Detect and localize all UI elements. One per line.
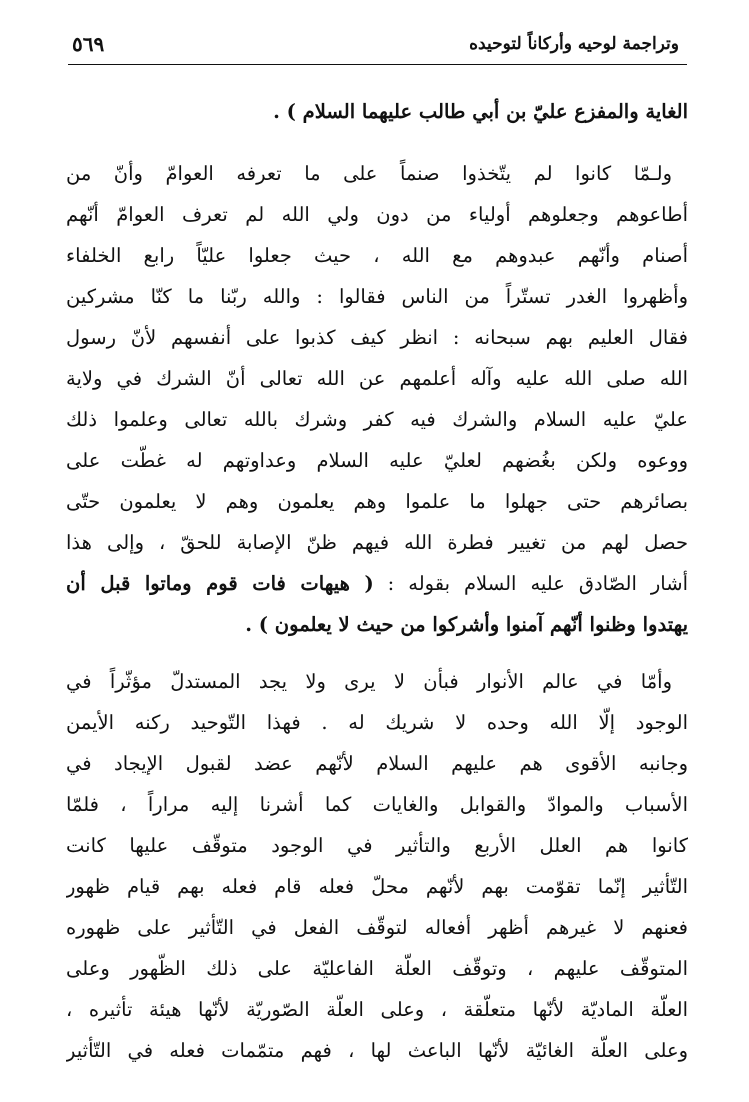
text-line: حصل لهم من تغيير فطرة الله فيهم ظنّ الإصابة للحقّ ، وإلى هذا	[66, 531, 688, 554]
text-line: التّأثير إنّما تقوّمت بهم لأنّهم محلّ فعله قام فعله بهم قيام ظهور	[66, 875, 688, 898]
text-line: كانوا هم العلل الأربع والتأثير في الوجود متوقّف عليها كانت	[66, 834, 688, 857]
text-line	[66, 606, 688, 644]
page-number: ٥٦٩	[72, 32, 105, 56]
header-rule	[68, 64, 687, 65]
text-line: الغاية والمفزع عليّ بن أبي طالب عليهما السلام ) .	[273, 100, 688, 123]
text-line: وجانبه الأقوى هم عليهم السلام لأنّهم عضد لقبول الإيجاد في	[66, 752, 688, 775]
text-line: أطاعوهم وجعلوهم أولياء من دون ولي الله لم تعرف العوامّ أنّهم	[66, 203, 688, 226]
text-line: ووعوه ولكن بغُضهم لعليّ عليه السلام وعداوتهم له غطّت على	[66, 449, 688, 472]
quote-end: يهتدوا وظنوا أنّهم آمنوا وأشركوا من حيث لا يعلمون ) .	[245, 613, 688, 636]
text-line: أشار الصّادق عليه السلام بقوله : ( هيهات فات قوم وماتوا قبل أن	[66, 572, 688, 595]
text-line: وعلى العلّة الغائيّة لأنّها الباعث لها ، فهم متمّمات فعله في التّأثير	[66, 1039, 688, 1062]
text-line: فعنهم لا غيرهم أظهر أفعاله لتوقّف الفعل في التّأثير على ظهوره	[66, 916, 688, 939]
text-line: فقال العليم بهم سبحانه : انظر كيف كذبوا على أنفسهم لأنّ رسول	[66, 326, 688, 349]
paragraph-first-line: وأمّا في عالم الأنوار فبأن لا يرى ولا يجد المستدلّ مؤثّراً في	[66, 670, 672, 693]
text-line: عليّ عليه السلام والشرك فيه كفر وشرك بالله تعالى وعلموا ذلك	[66, 408, 688, 431]
text-line: العلّة الماديّة لأنّها متعلّقة ، وعلى العلّة الصّوريّة لأنّها هيئة تأثيره ،	[66, 998, 688, 1021]
text-line: وأظهروا الغدر تستّراً من الناس فقالوا : والله ربّنا ما كنّا مشركين	[66, 285, 688, 308]
running-title: وتراجمة لوحيه وأركاناً لتوحيده	[469, 34, 679, 54]
text-line: الله صلى الله عليه وآله أعلمهم عن الله تعالى أنّ الشرك في ولاية	[66, 367, 688, 390]
quote-start: ( هيهات فات قوم وماتوا قبل أن	[66, 572, 374, 595]
text-line: المتوقّف عليهم ، وتوقّف العلّة الفاعليّة على ذلك الظّهور وعلى	[66, 957, 688, 980]
text-line: الأسباب والموادّ والقوابل والغايات كما أشرنا إليه مراراً ، فلمّا	[66, 793, 688, 816]
text-line: أصنام وأنّهم عبدوهم مع الله ، حيث جعلوا عليّاً رابع الخلفاء	[66, 244, 688, 267]
paragraph-first-line: ولـمّا كانوا لم يتّخذوا صنماً على ما تعرفه العوامّ وأنّ من	[66, 162, 672, 185]
text-line: بصائرهم حتى جهلوا ما علموا وهم يعلمون وهم لا يعلمون حتّى	[66, 490, 688, 513]
text-line: الوجود إلّا الله وحده لا شريك له . فهذا التّوحيد ركنه الأيمن	[66, 711, 688, 734]
